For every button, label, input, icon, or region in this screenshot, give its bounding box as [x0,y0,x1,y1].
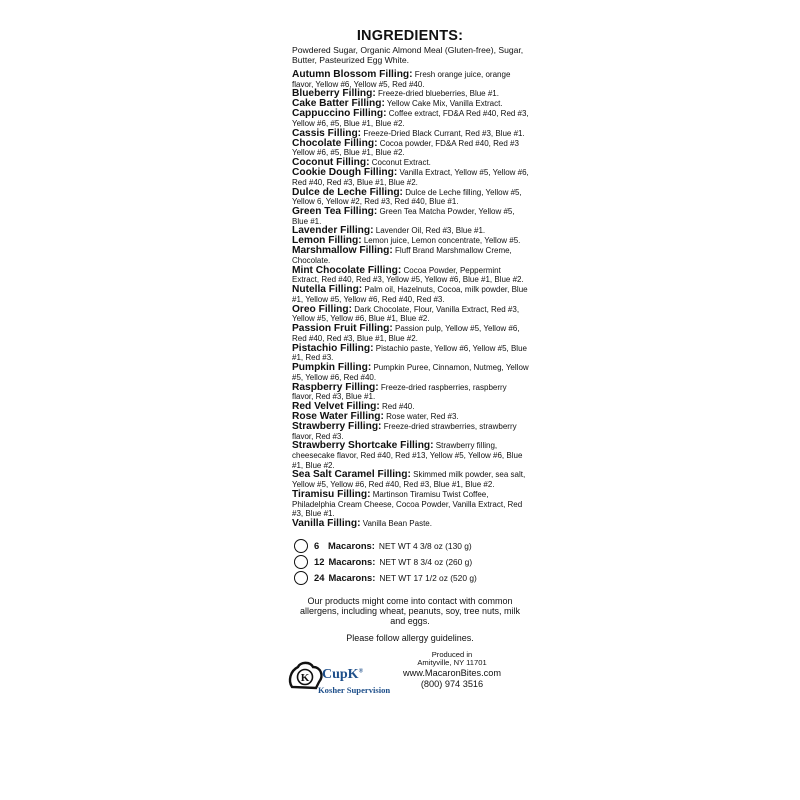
filling-name: Cassis Filling: [292,127,362,139]
size-word: Macarons: [328,572,376,584]
filling-name: Strawberry Filling: [292,420,382,432]
filling-item [292,441,530,470]
fillings-list [290,70,530,529]
size-word: Macarons: [328,540,375,552]
filling-ingredients: Pumpkin Puree, Cinnamon, Nutmeg, Yellow #5, Yellow #6, Red #40. [292,363,529,382]
filling-name: Cookie Dough Filling: [292,167,398,179]
filling-name: Dulce de Leche Filling: [292,186,403,198]
filling-ingredients: Lavender Oil, Red #3, Blue #1. [375,226,486,236]
filling-item [292,470,530,489]
size-option-12[interactable] [294,554,530,570]
size-option-6[interactable] [294,538,530,554]
kosher-subtitle: Kosher Supervision [318,684,391,695]
filling-ingredients: Dulce de Leche filling, Yellow #5, Yellow 6, Yellow #2, Red #3, Red #40, Blue #1. [292,187,522,207]
filling-name: Pistachio Filling: [292,342,374,354]
filling-name: Vanilla Filling: [292,518,361,530]
filling-name: Sea Salt Caramel Filling: [292,469,411,481]
filling-ingredients: Passion pulp, Yellow #5, Yellow #6, Red #40, Red #3, Blue #1, Blue #2. [292,324,520,343]
filling-ingredients: Martinson Tiramisu Twist Coffee, Philadelphia Cream Cheese, Cocoa Powder, Vanilla Extract, Red #3, Blue #1. [292,489,523,519]
label-footer [290,651,530,701]
filling-name: Oreo Filling: [292,303,352,315]
kosher-logo [286,659,406,699]
size-options [294,538,530,586]
filling-name: Lemon Filling: [292,235,362,247]
filling-ingredients: Palm oil, Hazelnuts, Cocoa, milk powder, Blue #1, Yellow #5, Yellow #6, Red #40, Red #3. [292,285,528,304]
size-qty: 6 [314,540,320,552]
base-ingredients: Powdered Sugar, Organic Almond Meal (Gluten-free), Sugar, Butter, Pasteurized Egg White. [292,45,524,65]
checkbox-circle[interactable] [294,555,308,569]
size-word: Macarons: [328,556,376,568]
kosher-name: CupK® [322,666,364,682]
filling-name: Marshmallow Filling: [292,245,393,257]
filling-item [292,383,530,402]
size-weight: NET WT 17 1/2 oz (520 g) [379,572,477,583]
size-option-24[interactable] [294,570,530,586]
filling-name: Coconut Filling: [292,157,370,169]
filling-item [292,344,530,363]
filling-item [292,285,530,304]
filling-item [292,519,530,529]
filling-ingredients: Freeze-dried blueberries, Blue #1. [378,89,499,99]
size-qty: 24 [314,572,325,584]
filling-ingredients: Freeze-dried raspberries, raspberry flavor, Red #3, Blue #1. [292,382,507,402]
filling-name: Strawberry Shortcake Filling: [292,440,434,452]
size-weight: NET WT 8 3/4 oz (260 g) [379,556,473,567]
filling-name: Nutella Filling: [292,284,363,296]
filling-name: Blueberry Filling: [292,88,376,100]
filling-name: Cappuccino Filling: [292,108,387,120]
ingredients-label [290,28,530,701]
filling-item [292,168,530,187]
filling-ingredients: Yellow Cake Mix, Vanilla Extract. [386,99,503,109]
filling-ingredients: Fresh orange juice, orange flavor, Yellow #6, Yellow #5, Red #40. [292,70,511,89]
filling-item [292,70,530,89]
filling-item [292,422,530,441]
filling-ingredients: Freeze-dried strawberries, strawberry flavor, Red #3. [292,421,517,441]
allergy-follow: Please follow allergy guidelines. [346,632,474,643]
allergy-notice: Our products might come into contact with common allergens, including wheat, peanuts, soy, tree nuts, milk and eggs. [300,595,520,627]
filling-ingredients: Pistachio paste, Yellow #6, Yellow #5, Blue #1, Red #3. [292,343,527,363]
filling-ingredients: Vanilla Bean Paste. [362,519,432,529]
filling-name: Autumn Blossom Filling: [292,69,413,80]
filling-ingredients: Freeze-Dried Black Currant, Red #3, Blue #1. [363,128,525,138]
filling-name: Pumpkin Filling: [292,362,372,374]
filling-item [292,188,530,207]
ingredients-title: INGREDIENTS: [356,28,464,44]
filling-item [292,266,530,285]
filling-name: Cake Batter Filling: [292,98,385,110]
filling-item [292,207,530,226]
filling-name: Red Velvet Filling: [292,401,380,413]
producer-phone: (800) 974 3516 [420,679,484,690]
filling-item [292,139,530,158]
filling-item [292,324,530,343]
produced-in: Produced in [431,649,473,659]
checkbox-circle[interactable] [294,571,308,585]
filling-ingredients: Fluff Brand Marshmallow Creme, Chocolate. [292,246,512,265]
filling-name: Mint Chocolate Filling: [292,264,402,276]
filling-ingredients: Coconut Extract. [371,158,431,168]
filling-ingredients: Skimmed milk powder, sea salt, Yellow #5, Yellow #6, Red #40, Red #3, Blue #1, Blue #2. [292,470,526,490]
filling-item [292,246,530,265]
filling-name: Raspberry Filling: [292,381,379,393]
checkbox-circle[interactable] [294,539,308,553]
filling-ingredients: Coffee extract, FD&A Red #40, Red #3, Yellow #6, #5, Blue #1, Blue #2. [292,109,529,128]
filling-name: Rose Water Filling: [292,411,384,423]
filling-ingredients: Cocoa powder, FD&A Red #40, Red #3 Yellow #6, #5, Blue #1, Blue #2. [292,138,519,158]
filling-item [292,305,530,324]
filling-ingredients: Cocoa Powder, Peppermint Extract, Red #40, Red #3, Yellow #5, Yellow #6, Blue #1, Blue #2. [292,265,524,285]
kosher-k-letter: K [300,671,310,684]
filling-ingredients: Rose water, Red #3. [386,412,459,422]
filling-ingredients: Vanilla Extract, Yellow #5, Yellow #6, Red #40, Red #3, Blue #1, Blue #2. [292,168,529,187]
filling-name: Passion Fruit Filling: [292,323,393,335]
filling-name: Chocolate Filling: [292,137,378,149]
filling-name: Lavender Filling: [292,225,374,237]
filling-item [292,490,530,519]
filling-ingredients: Green Tea Matcha Powder, Yellow #5, Blue #1. [292,206,515,226]
producer-website[interactable]: www.MacaronBites.com [402,668,502,679]
filling-name: Green Tea Filling: [292,205,378,217]
filling-ingredients: Dark Chocolate, Flour, Vanilla Extract, Red #3, Yellow #5, Yellow #6, Blue #1, Blue #2. [292,304,520,324]
filling-ingredients: Red #40. [381,402,415,412]
filling-item [292,109,530,128]
producer-info [402,651,502,690]
filling-ingredients: Lemon juice, Lemon concentrate, Yellow #5. [363,236,521,246]
filling-name: Tiramisu Filling: [292,488,371,500]
filling-item [292,363,530,382]
size-weight: NET WT 4 3/8 oz (130 g) [378,540,472,551]
size-qty: 12 [314,556,325,568]
filling-ingredients: Strawberry filling, cheesecake flavor, Red #40, Red #13, Yellow #5, Yellow #6, Blue #1, Blue #2. [292,441,523,470]
producer-location: Amityville, NY 11701 [417,658,487,668]
